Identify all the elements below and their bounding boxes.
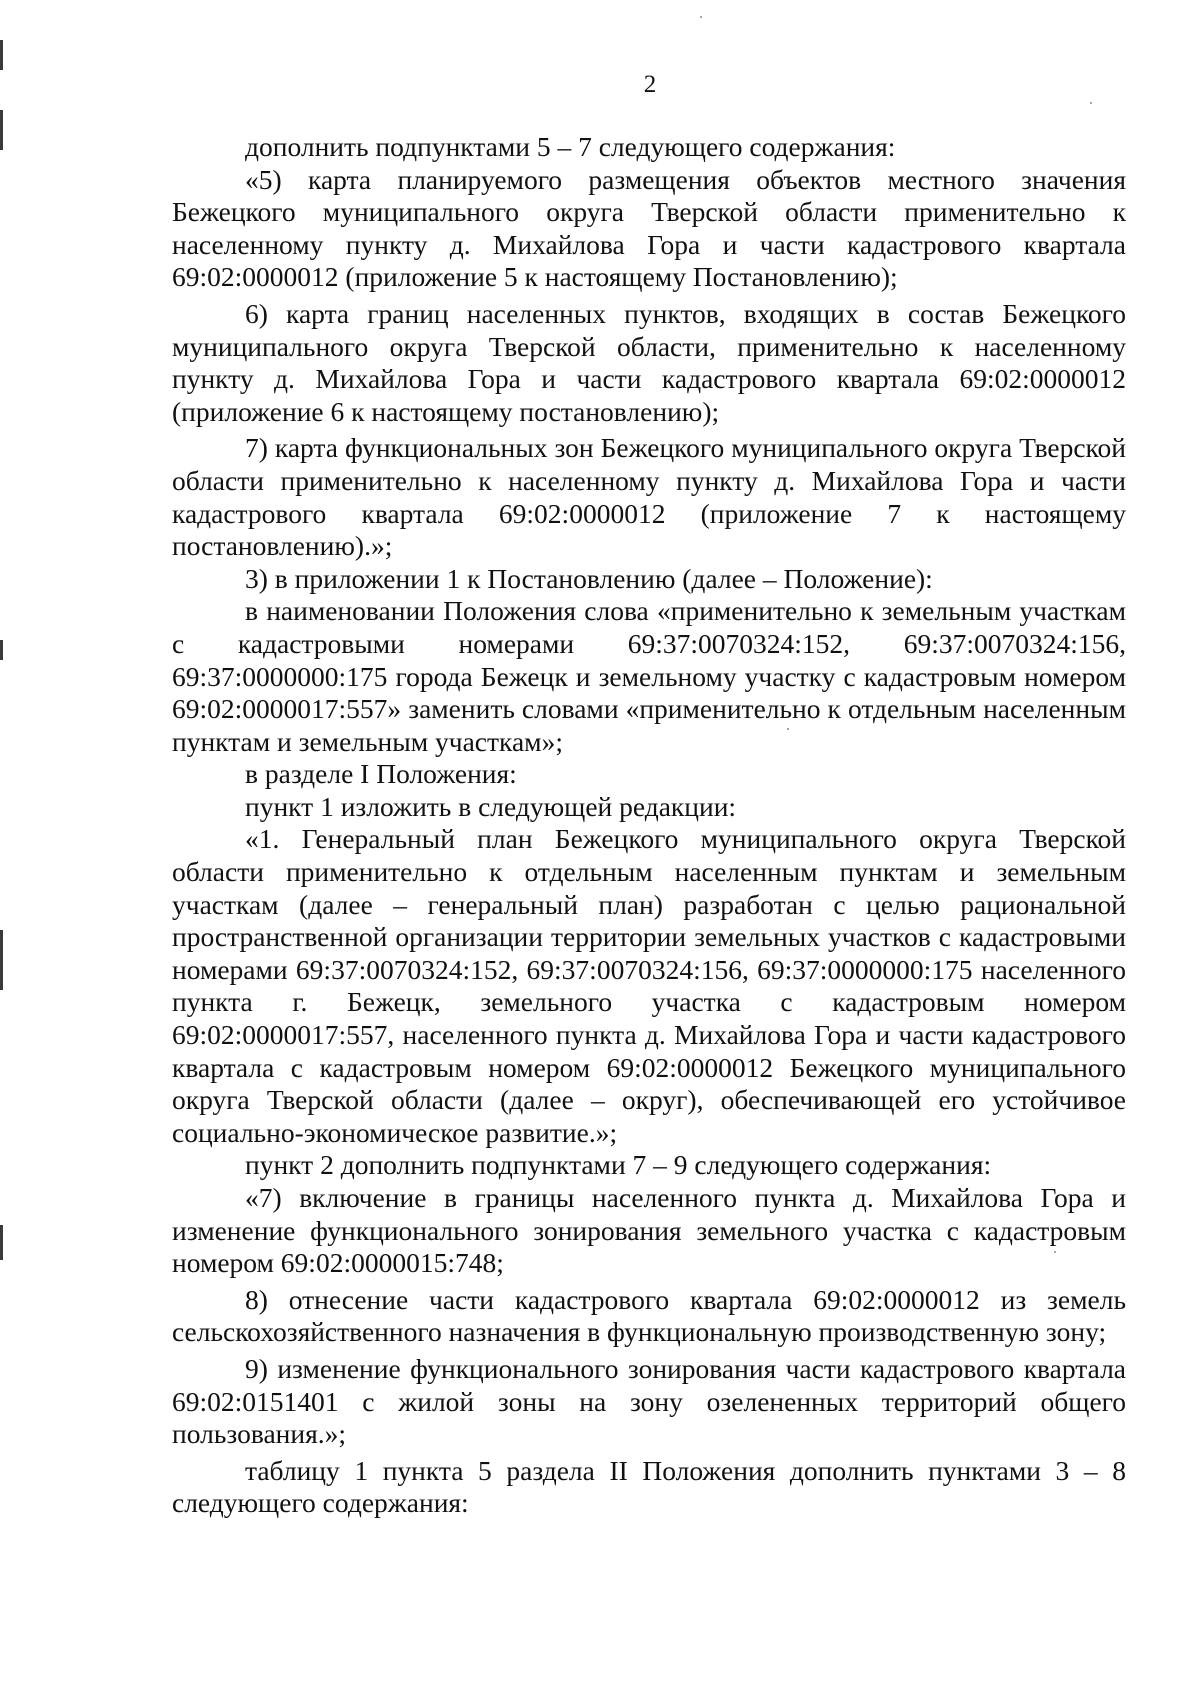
scan-edge-mark <box>0 930 3 990</box>
paragraph: 7) карта функциональных зон Бежецкого муниципального округа Тверской области применительно к населенному пункту д. Михайлова Гора и части кадастрового квартала 69:02:0000012 (приложение 7 к настоящему постановлению).»; <box>172 432 1126 562</box>
page-number: 2 <box>643 71 657 98</box>
paragraph: в разделе I Положения: <box>245 758 517 790</box>
paragraph: «5) карта планируемого размещения объектов местного значения Бежецкого муниципального округа Тверской области применительно к населенному пункту д. Михайлова Гора и части кадастрового квартала 69:02:0000012 (приложение 5 к настоящему Постановлению); <box>172 163 1126 293</box>
scan-edge-mark <box>0 1225 3 1260</box>
paragraph: 6) карта границ населенных пунктов, входящих в состав Бежецкого муниципального округа Тверской области, применительно к населенному пункту д. Михайлова Гора и части кадастрового квартала 69:02:0000012 (приложение 6 к настоящему постановлению); <box>172 297 1126 427</box>
paragraph: пункт 1 изложить в следующей редакции: <box>245 790 737 822</box>
paragraph: дополнить подпунктами 5 – 7 следующего содержания: <box>245 131 896 162</box>
paragraph: в наименовании Положения слова «применительно к земельным участкам с кадастровыми номерами 69:37:0070324:152, 69:37:0070324:156, 69:37:0000000:175 города Бежецк и земельному участку с кадастровым номером 69:02:0000017:557» заменить словами «применительно к отдельным населенным пунктам и земельным участкам»; <box>172 595 1126 757</box>
paragraph: пункт 2 дополнить подпунктами 7 – 9 следующего содержания: <box>245 1149 992 1181</box>
paragraph: 3) в приложении 1 к Постановлению (далее – Положение): <box>245 562 933 594</box>
scan-speck <box>700 16 702 18</box>
paragraph: 8) отнесение части кадастрового квартала 69:02:0000012 из земель сельскохозяйственного назначения в функциональную производственную зону; <box>172 1283 1126 1348</box>
paragraph: 9) изменение функционального зонирования части кадастрового квартала 69:02:0151401 с жилой зоны на зону озелененных территорий общего пользования.»; <box>172 1352 1126 1450</box>
document-body <box>172 131 1126 1520</box>
scan-edge-mark <box>0 110 3 150</box>
scan-speck <box>1090 102 1092 104</box>
scan-edge-mark <box>0 640 3 660</box>
scan-edge-mark <box>0 40 3 70</box>
paragraph: таблицу 1 пункта 5 раздела II Положения дополнить пунктами 3 – 8 следующего содержания: <box>172 1454 1126 1519</box>
paragraph: «1. Генеральный план Бежецкого муниципального округа Тверской области применительно к отдельным населенным пунктам и земельным участкам (далее – генеральный план) разработан с целью рациональной пространственной организации территории земельных участков с кадастровыми номерами 69:37:0070324:152, 69:37:0070324:156, 69:37:0000000:175 населенного пункта г. Бежецк, земельного участка с кадастровым номером 69:02:0000017:557, населенного пункта д. Михайлова Гора и части кадастрового квартала с кадастровым номером 69:02:0000012 Бежецкого муниципального округа Тверской области (далее – округ), обеспечивающей его устойчивое социально-экономическое развитие.»; <box>172 823 1126 1148</box>
paragraph: «7) включение в границы населенного пункта д. Михайлова Гора и изменение функционального зонирования земельного участка с кадастровым номером 69:02:0000015:748; <box>172 1182 1126 1279</box>
